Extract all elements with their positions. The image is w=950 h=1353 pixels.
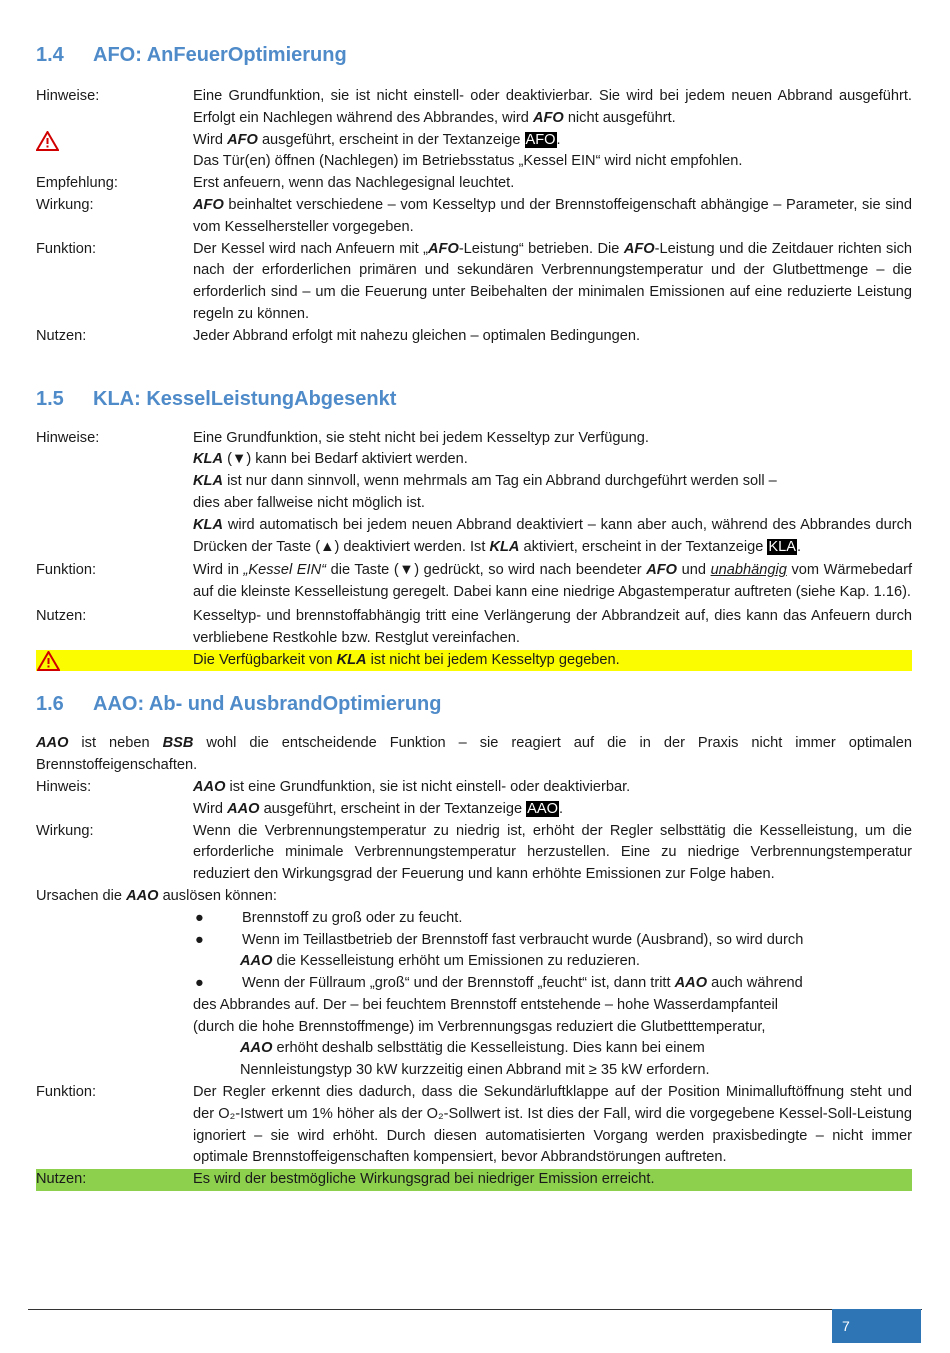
afo-wirkung: Wirkung: AFO beinhaltet verschiedene – vom Kesseltyp und der Brennstoffeigenschaft abhängige – Parameter, sie sind vom Kesselhersteller vorgegeben. [36, 196, 912, 235]
list-item: ● Brennstoff zu groß oder zu feucht. [195, 909, 463, 926]
kla-display-badge: KLA [768, 538, 797, 555]
afo-empfehlung: Empfehlung: Erst anfeuern, wenn das Nachlegesignal leuchtet. [36, 175, 515, 192]
page-number: 7 [832, 1309, 921, 1343]
aao-ursachen: Ursachen die AAO auslösen können: [36, 887, 277, 904]
aao-funktion: Funktion: Der Regler erkennt dies dadurch, dass die Sekundärluftklappe auf der Position Minimalluftöffnung steht und der O₂-Istwert um 1% höher als der O₂-Sollwert ist. Ist dies der Fall, wird die vorgegebene Kessel-Soll-Leistung ignoriert – sie wird erhöht. Durch diesen automatisierten Vorgang werden praxisbedingte – nicht immer optimale Brennstoffeigenschaften kompensiert, bevor Abbrandstörungen auftreten. [36, 1084, 912, 1166]
kla-funktion: Funktion: Wird in „Kessel EIN“ die Taste (▼) gedrückt, so wird nach beendeter AFO und unabhängig vom Wärmebedarf auf die kleinste Kesselleistung geregelt. Dabei kann eine niedrige Abgastemperatur auftreten (siehe Kap. 1.16). [36, 562, 913, 601]
kla-hinweise: Hinweise: Eine Grundfunktion, sie steht nicht bei jedem Kesseltyp zur Verfügung. KLA (▼) kann bei Bedarf aktiviert werden. KLA ist nur dann sinnvoll, wenn mehrmals am Tag ein Abbrand durchgeführt werden soll – dies aber fallweise nicht möglich ist. KLA wird automatisch bei jedem neuen Abbrand deaktiviert – kann aber auch, während des Abbrandes durch Drücken der Taste (▲) deaktiviert werden. Ist KLA aktiviert, erscheint in der Textanzeige KLA. [36, 429, 912, 555]
section-heading-1-5: 1.5 KLA: KesselLeistungAbgesenkt [36, 387, 397, 410]
afo-hinweise: Hinweise: Eine Grundfunktion, sie ist nicht einstell- oder deaktivierbar. Sie wird bei jedem neuen Abbrand ausgeführt. Erfolgt ein Nachlegen während des Abbrandes, wird AFO nicht ausgeführt. Wird AFO ausgeführt, erscheint in der Textanzeige AFO. Das Tür(en) öffnen (Nachlegen) im Betriebsstatus „Kessel EIN“ wird nicht empfohlen. [36, 88, 912, 170]
aao-intro: AAO ist neben BSB wohl die entscheidende Funktion – sie reagiert auf die in der Praxis nicht immer optimalen Brennstoffeigenschaften. [36, 735, 913, 774]
section-heading-1-4: 1.4 AFO: AnFeuerOptimierung [36, 44, 347, 66]
afo-display-badge: AFO [525, 131, 556, 148]
list-item: ● Wenn im Teillastbetrieb der Brennstoff fast verbraucht wurde (Ausbrand), so wird durch [195, 931, 804, 948]
footer-divider [28, 1309, 922, 1310]
afo-funktion: Funktion: Der Kessel wird nach Anfeuern mit „AFO-Leistung“ betrieben. Die AFO-Leistung und die Zeitdauer richten sich nach der erforderlichen primären und sekundären Verbrennungstemperatur und der Glutbettmenge – die erforderlich sind – um die Feuerung unter Beibehalten der minimalen Emissionen auf eine reduzierte Leistung regeln zu können. [36, 240, 913, 322]
kla-warning-row: Die Verfügbarkeit von KLA ist nicht bei jedem Kesseltyp gegeben. [36, 650, 912, 672]
aao-hinweis: Hinweis: AAO ist eine Grundfunktion, sie ist nicht einstell- oder deaktivierbar. Wird AAO ausgeführt, erscheint in der Textanzeige AAO. [36, 778, 631, 817]
warning-icon [36, 131, 59, 151]
aao-wirkung: Wirkung: Wenn die Verbrennungstemperatur zu niedrig ist, erhöht der Regler selbsttätig die Kesselleistung, um die erforderliche minimale Verbrennungstemperatur herzustellen. Eine zu niedrige Verbrennungstemperatur reduziert den Wirkungsgrad der Feuerung und kann erhöhte Emissionen zur Folge haben. [36, 822, 912, 883]
kla-nutzen: Nutzen: Kesseltyp- und brennstoffabhängig tritt eine Verlängerung der Abbrandzeit auf, dies kann das Anfeuern durch verbliebene Restkohle bzw. Restglut vereinfachen. [36, 607, 912, 646]
afo-nutzen: Nutzen: Jeder Abbrand erfolgt mit nahezu gleichen – optimalen Bedingungen. [36, 327, 641, 344]
section-heading-1-6: 1.6 AAO: Ab- und AusbrandOptimierung [36, 693, 442, 716]
aao-cause-list: ● Brennstoff zu groß oder zu feucht. ● Wenn im Teillastbetrieb der Brennstoff fast verbraucht wurde (Ausbrand), so wird durch AAO die Kesselleistung erhöht um Emissionen zu reduzieren. ● Wenn der Füllraum „groß“ und der Brennstoff „feucht“ ist, dann tritt AAO auch während des Abbrandes auf. Der – bei feuchtem Brennstoff entstehende – hohe Wasserdampfanteil (durch die hohe Brennstoffmenge) im Verbrennungsgas reduziert die Glutbetttemperatur, AAO erhöht deshalb selbsttätig die Kesselleistung. Dies kann bei einem Nennleistungstyp 30 kW kurzzeitig einen Abbrand mit ≥ 35 kW erfordern. [36, 908, 912, 1082]
aao-display-badge: AAO [527, 800, 558, 817]
aao-nutzen: Nutzen: Es wird der bestmögliche Wirkungsgrad bei niedriger Emission erreicht. [36, 1169, 912, 1191]
warning-icon [37, 651, 60, 671]
list-item: ● Wenn der Füllraum „groß“ und der Brennstoff „feucht“ ist, dann tritt AAO auch während [195, 975, 803, 992]
page-content [36, 40, 912, 1191]
